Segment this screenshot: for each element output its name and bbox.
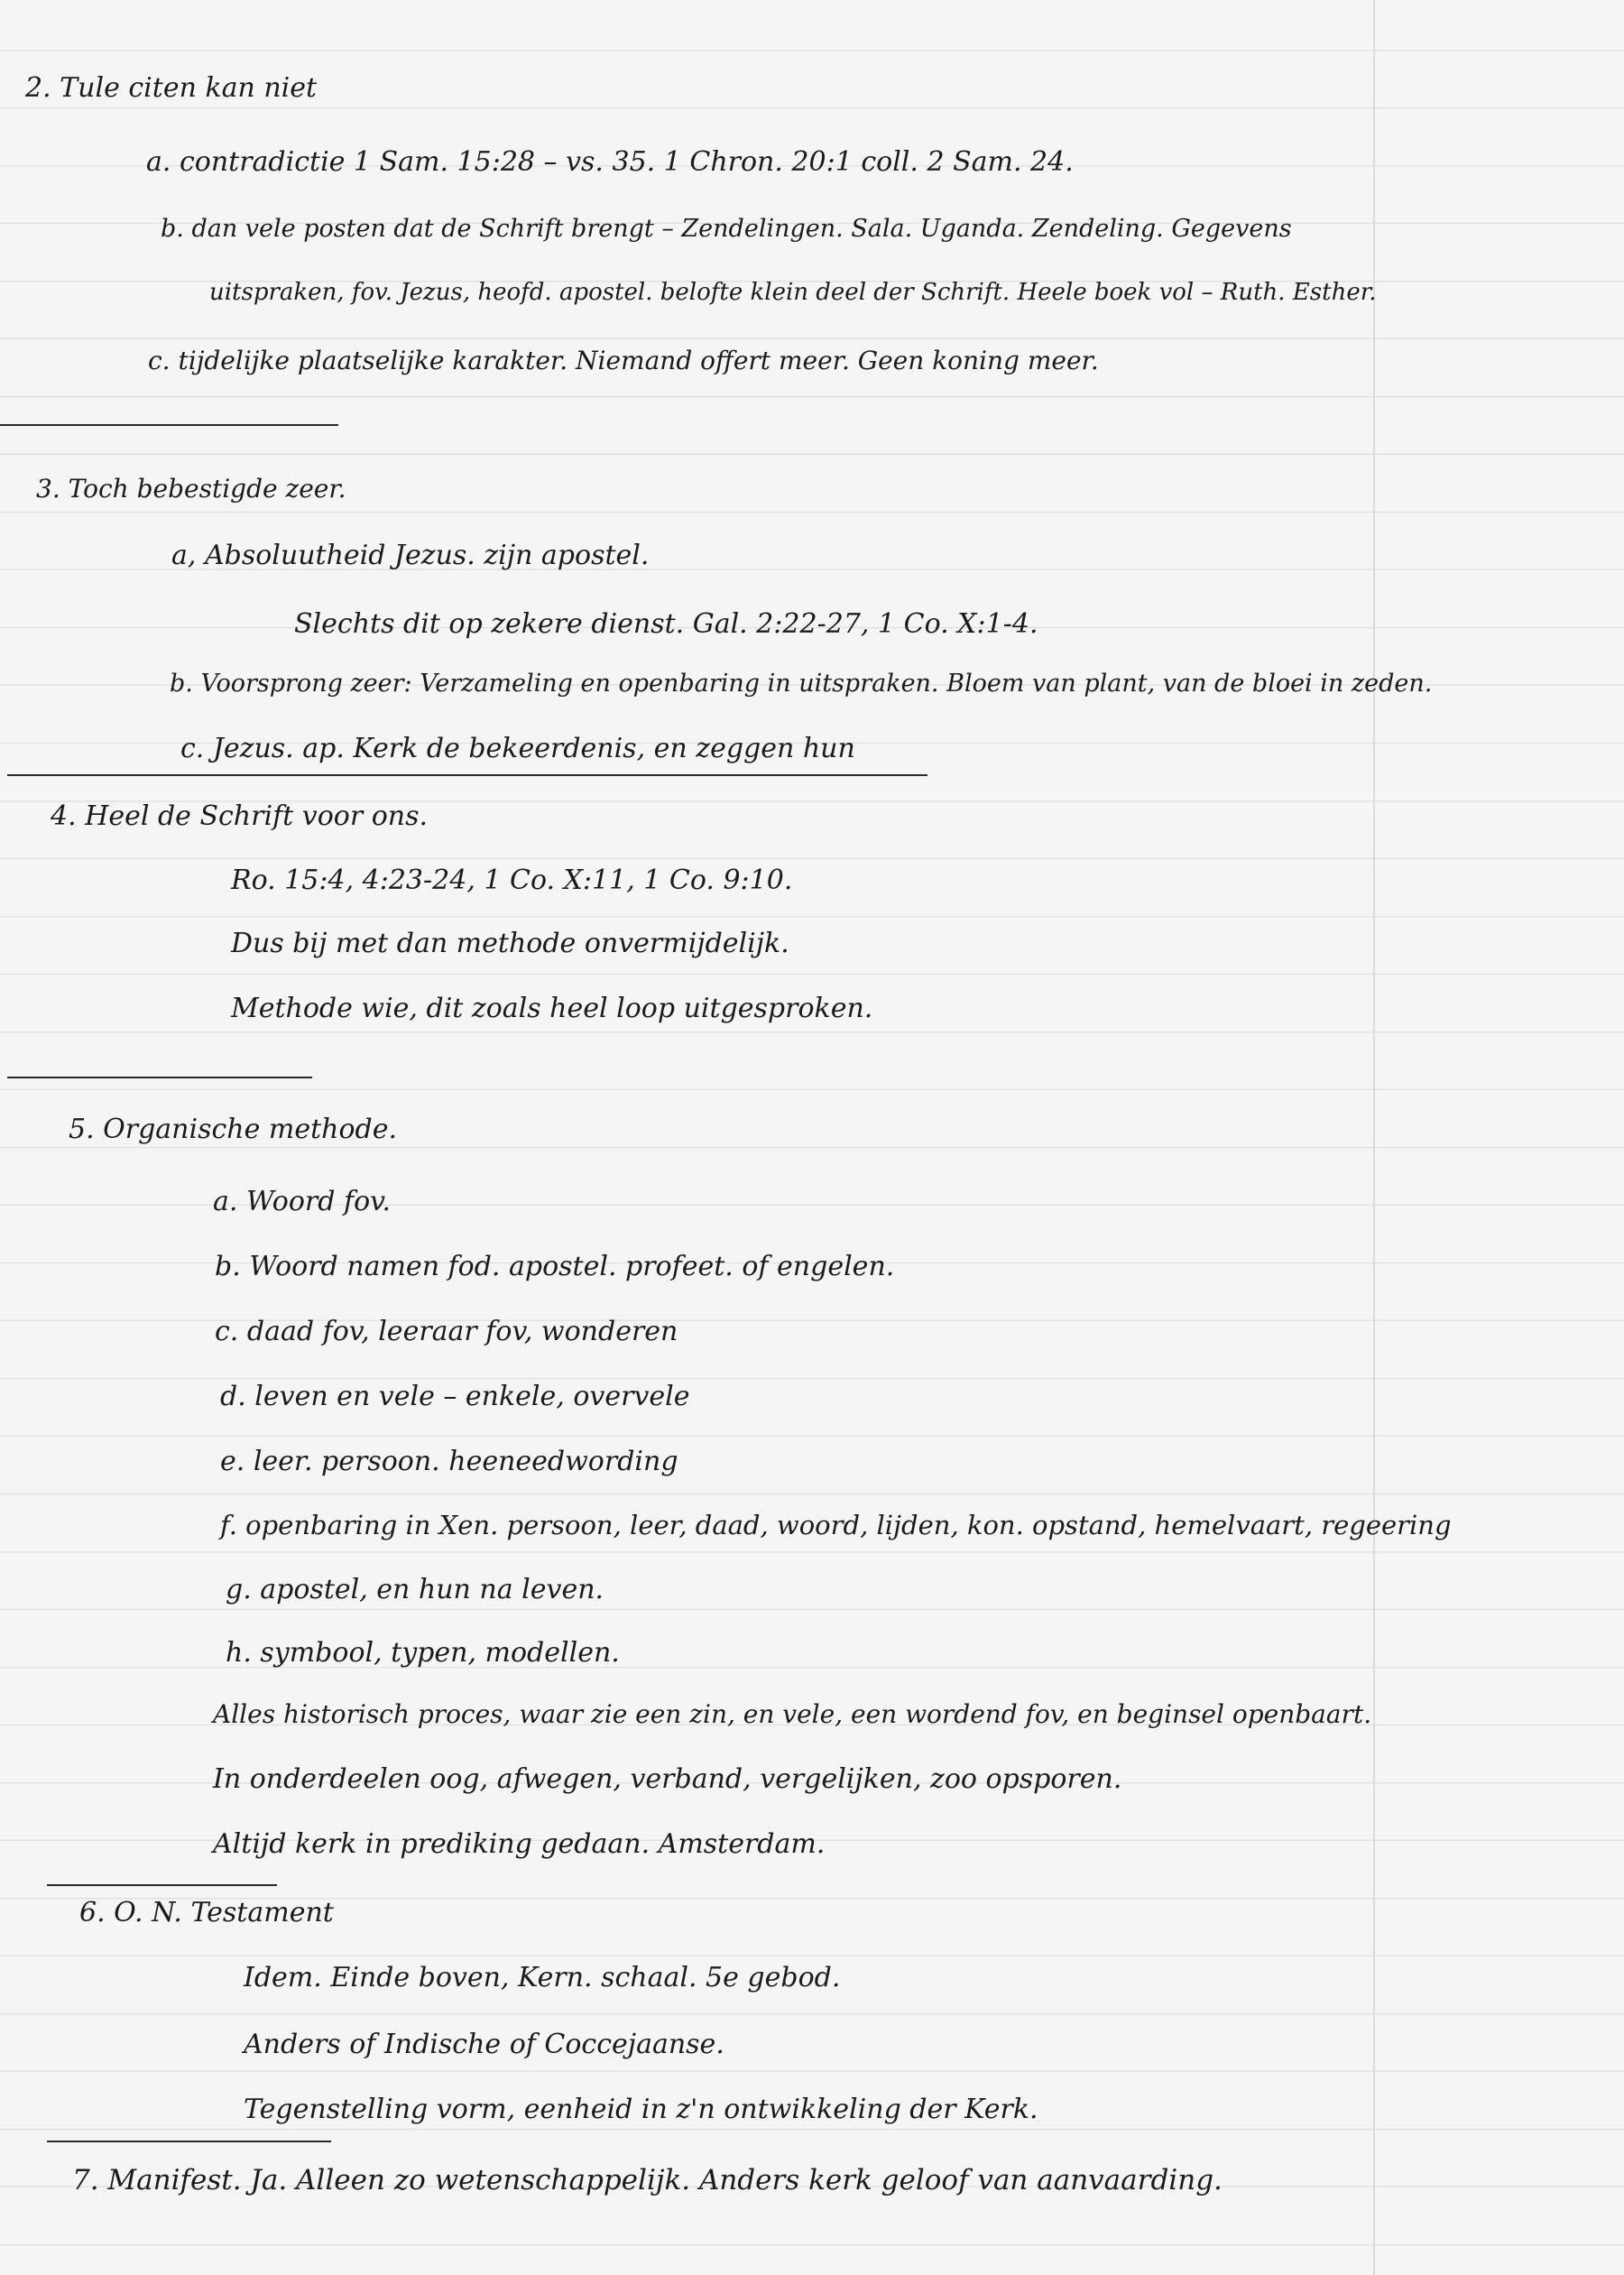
item-2c: c. tijdelijke plaatselijke karakter. Niemand offert meer. Geen koning meer. — [148, 346, 1099, 375]
item-4-heading: 4. Heel de Schrift voor ons. — [51, 800, 429, 832]
item-5-summary-2: In onderdeelen oog, afwegen, verband, vergelijken, zoo opsporen. — [213, 1763, 1122, 1795]
item-5g: g. apostel, en hun na leven. — [226, 1574, 604, 1605]
item-4-refs: Ro. 15:4, 4:23-24, 1 Co. X:11, 1 Co. 9:10. — [231, 865, 793, 896]
item-6-line-3: Tegenstelling vorm, eenheid in z'n ontwikkeling der Kerk. — [244, 2094, 1038, 2125]
item-5a: a. Woord fov. — [213, 1186, 392, 1217]
item-5f: f. openbaring in Xen. persoon, leer, daad, woord, lijden, kon. opstand, hemelvaart, regeering — [220, 1510, 1452, 1540]
item-3-heading: 3. Toch bebestigde zeer. — [36, 474, 346, 504]
item-5c: c. daad fov, leeraar fov, wonderen — [215, 1316, 678, 1347]
separator-rule — [7, 774, 927, 776]
margin-line — [1373, 0, 1375, 2275]
item-3c: c. Jezus. ap. Kerk de bekeerdenis, en zeggen hun — [180, 733, 855, 764]
item-6-line-2: Anders of Indische of Coccejaanse. — [244, 2029, 724, 2060]
item-2a: a. contradictie 1 Sam. 15:28 – vs. 35. 1 Chron. 20:1 coll. 2 Sam. 24. — [146, 146, 1074, 178]
item-3b: b. Voorsprong zeer: Verzameling en openbaring in uitspraken. Bloem van plant, van de bloei in zeden. — [170, 670, 1433, 698]
item-3a: a, Absoluutheid Jezus. zijn apostel. — [171, 540, 650, 571]
item-7: 7. Manifest. Ja. Alleen zo wetenschappelijk. Anders kerk geloof van aanvaarding. — [72, 2164, 1223, 2196]
item-5d: d. leven en vele – enkele, overvele — [220, 1381, 690, 1412]
item-4-note-1: Dus bij met dan methode onvermijdelijk. — [231, 928, 789, 959]
item-5-summary-1: Alles historisch proces, waar zie een zin, en vele, een wordend fov, en beginsel openbaart. — [213, 1699, 1372, 1729]
item-5-heading: 5. Organische methode. — [69, 1114, 398, 1145]
separator-rule — [47, 2141, 331, 2142]
item-5e: e. leer. persoon. heeneedwording — [220, 1446, 678, 1477]
item-5-summary-3: Altijd kerk in prediking gedaan. Amsterdam. — [213, 1828, 826, 1860]
item-2b: b. dan vele posten dat de Schrift brengt – Zendelingen. Sala. Uganda. Zendeling. Gegevens — [161, 215, 1292, 243]
item-3a-detail: Slechts dit op zekere dienst. Gal. 2:22-27, 1 Co. X:1-4. — [294, 608, 1038, 640]
item-2-heading: 2. Tule citen kan niet — [25, 72, 318, 104]
item-6-heading: 6. O. N. Testament — [79, 1897, 334, 1928]
item-2b-continued: uitspraken, fov. Jezus, heofd. apostel. belofte klein deel der Schrift. Heele boek vol – Ruth. Esther. — [209, 279, 1377, 306]
item-6-line-1: Idem. Einde boven, Kern. schaal. 5e gebod. — [244, 1962, 841, 1993]
item-4-note-2: Methode wie, dit zoals heel loop uitgesproken. — [231, 993, 873, 1024]
separator-rule — [0, 424, 338, 426]
item-5h: h. symbool, typen, modellen. — [226, 1637, 620, 1669]
separator-rule — [47, 1884, 277, 1886]
separator-rule — [7, 1077, 312, 1078]
item-5b: b. Woord namen fod. apostel. profeet. of engelen. — [215, 1251, 895, 1282]
